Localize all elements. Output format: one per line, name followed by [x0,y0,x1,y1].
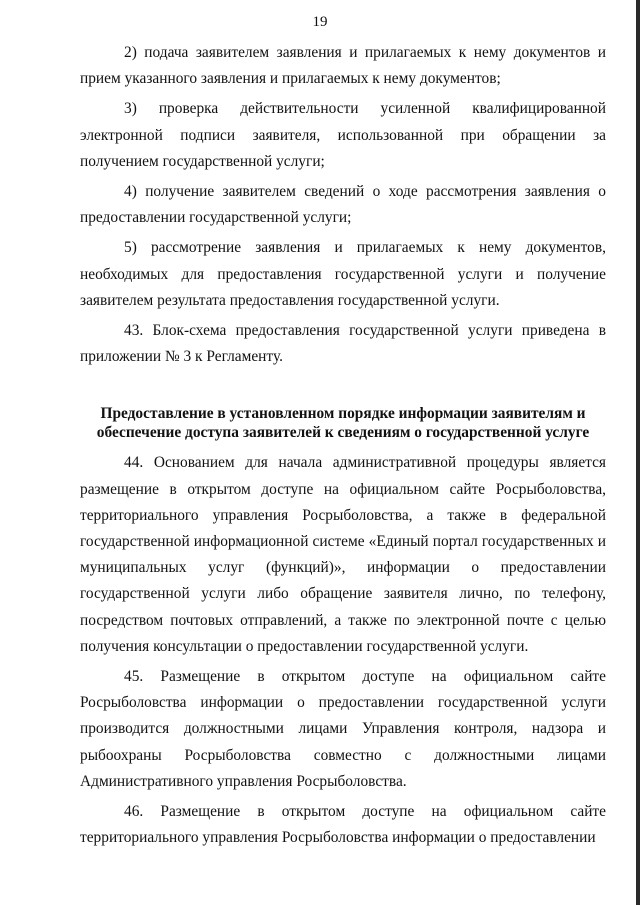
paragraph-43: 43. Блок-схема предоставления государственной услуги приведена в приложении № 3 к Регламенту. [80,322,606,366]
list-item-5: 5) рассмотрение заявления и прилагаемых к нему документов, необходимых для предоставления государственной услуги и получение заявителем результата предоставления государственной услуги. [80,239,606,309]
list-item-4: 4) получение заявителем сведений о ходе рассмотрения заявления о предоставлении государственной услуги; [80,183,606,227]
paragraph-46: 46. Размещение в открытом доступе на официальном сайте территориального управления Росрыболовства информации о предоставлении [80,803,606,847]
page-number: 19 [312,14,328,30]
list-item-3: 3) проверка действительности усиленной квалифицированной электронной подписи заявителя, использованной при обращении за получением государственной услуги; [80,100,606,170]
section-heading: Предоставление в установленном порядке информации заявителям и обеспечение доступа заявителей к сведениям о государственной услуге [96,405,590,442]
document-body [80,40,606,851]
scan-edge [636,0,640,905]
paragraph-44: 44. Основанием для начала административной процедуры является размещение в открытом доступе на официальном сайте Росрыболовства, территориального управления Росрыболовства, а также в федеральной государственной информационной системе «Единый портал государственных и муниципальных услуг (функций)», информации о предоставлении государственной услуги либо обращение заявителя лично, по телефону, посредством почтовых отправлений, а также по электронной почте с целью получения консультации о предоставлении государственной услуги. [80,454,606,655]
paragraph-45: 45. Размещение в открытом доступе на официальном сайте Росрыболовства информации о предоставлении государственной услуги производится должностными лицами Управления контроля, надзора и рыбоохраны Росрыболовства совместно с должностными лицами Административного управления Росрыболовства. [80,668,606,790]
list-item-2: 2) подача заявителем заявления и прилагаемых к нему документов и прием указанного заявления и прилагаемых к нему документов; [80,44,606,88]
